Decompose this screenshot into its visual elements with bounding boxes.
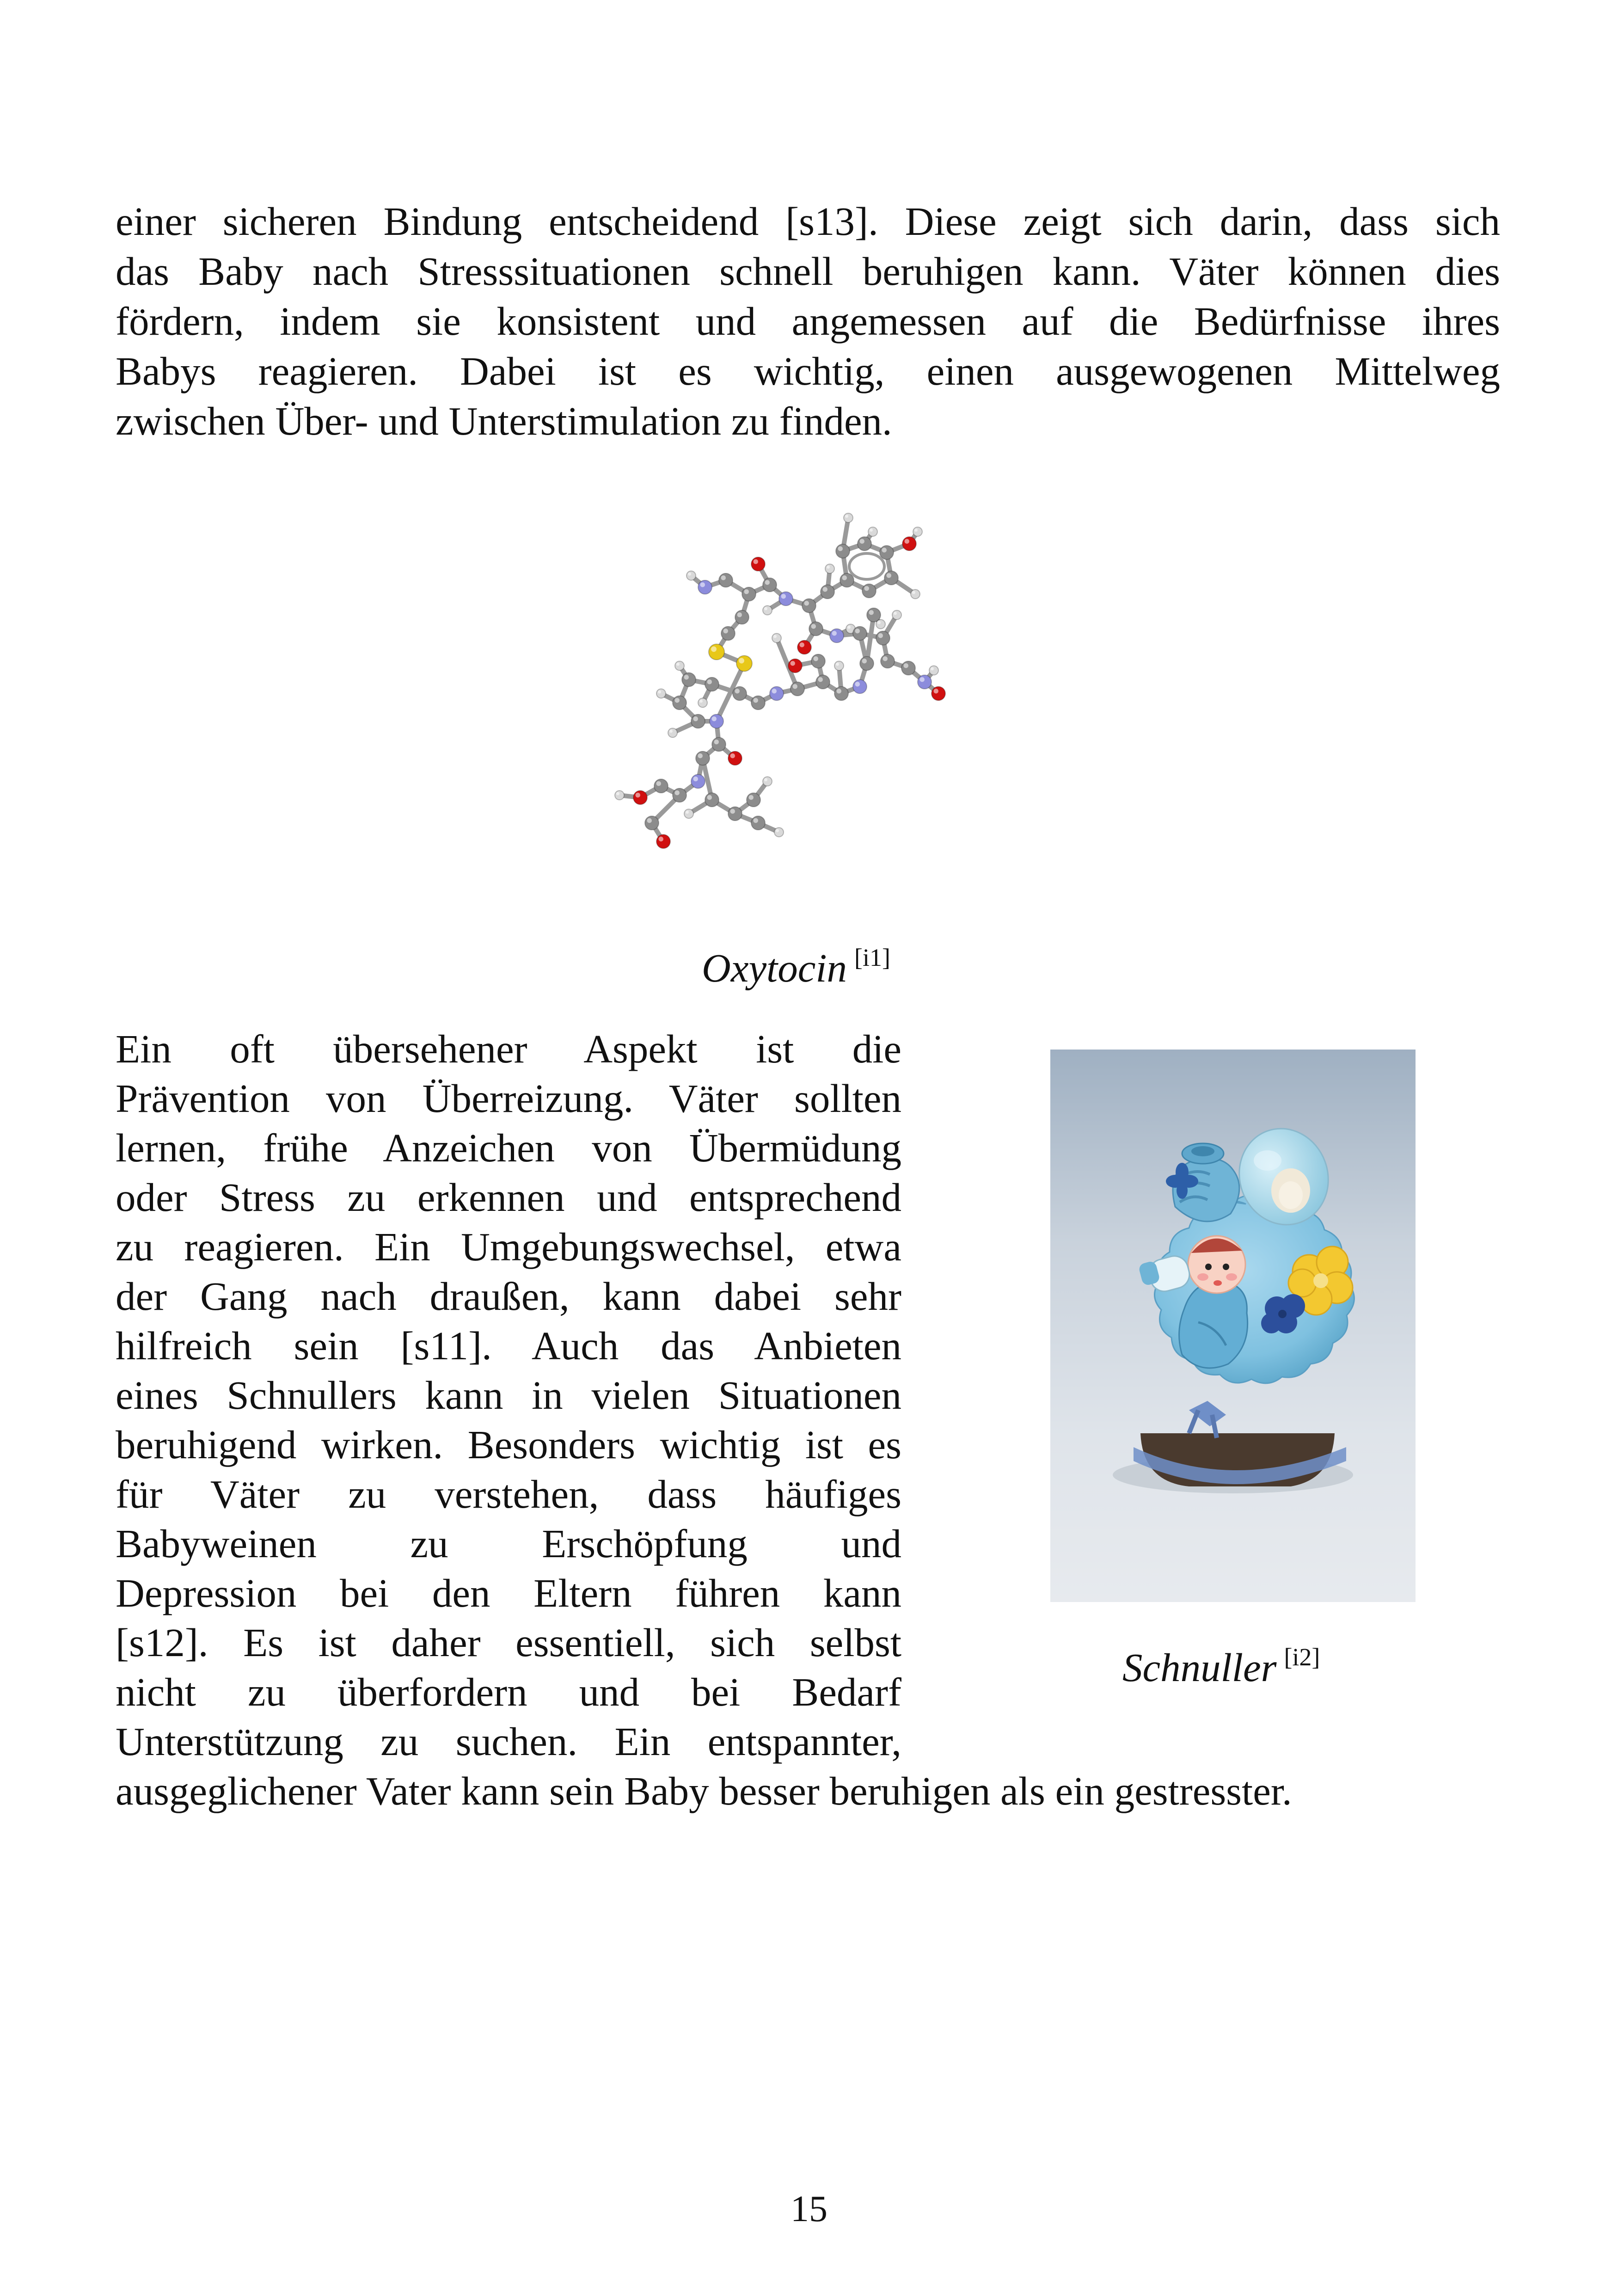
molecule-atom	[876, 620, 885, 629]
molecule-atom	[751, 696, 765, 710]
paragraph-left	[116, 1024, 901, 1766]
caption-text: Schnuller	[1122, 1645, 1277, 1690]
molecule-atom	[673, 788, 686, 802]
molecule-atom-highlight	[781, 594, 786, 599]
molecule-atom	[696, 751, 710, 765]
molecule-atom-highlight	[699, 700, 703, 703]
text-line: einer sicheren Bindung entscheidend [s13]. Diese zeigt sich darin, dass sich	[116, 199, 1500, 244]
molecule-atom-highlight	[744, 589, 749, 595]
molecule-atom	[728, 807, 742, 821]
molecule-atom-highlight	[737, 613, 742, 618]
text-line: Depression bei den Eltern führen kann	[116, 1571, 901, 1615]
molecule-atom	[862, 584, 876, 598]
molecule-atom	[751, 557, 765, 571]
molecule-atom	[684, 809, 693, 818]
molecule-atom	[691, 774, 705, 788]
molecule-atom	[788, 659, 802, 673]
molecule-atom	[901, 661, 915, 675]
molecule-atom	[763, 578, 777, 592]
molecule-atom-highlight	[739, 658, 744, 663]
molecule-atom	[698, 580, 712, 594]
molecule-atom	[918, 675, 932, 689]
text-line: das Baby nach Stresssituationen schnell beruhigen kann. Väter können dies	[116, 249, 1500, 294]
molecule-atom	[884, 571, 898, 585]
molecule-atom-highlight	[669, 730, 673, 733]
molecule-atom-highlight	[864, 586, 870, 591]
molecule-atom	[825, 564, 834, 573]
text-line: zu reagieren. Ein Umgebungswechsel, etwa	[116, 1224, 901, 1269]
molecule-atom-highlight	[658, 690, 661, 694]
molecule-atom-highlight	[735, 689, 740, 694]
molecule-atom	[860, 657, 874, 670]
molecule-atom-highlight	[776, 829, 779, 832]
molecule-atom	[853, 680, 867, 694]
molecule-atom	[853, 626, 867, 640]
molecule-atom	[868, 527, 877, 536]
molecule-atom	[802, 599, 816, 613]
molecule-atom-highlight	[845, 515, 848, 518]
molecule-atom-highlight	[675, 698, 680, 703]
molecule-atom	[705, 793, 719, 807]
molecule-atom-highlight	[855, 629, 860, 634]
molecule-atom	[774, 828, 784, 837]
molecule-atom	[770, 687, 784, 700]
molecule-atom-highlight	[723, 629, 729, 634]
molecule-atom-highlight	[647, 818, 652, 823]
molecule-atom-highlight	[764, 778, 767, 781]
molecule-atom-highlight	[878, 633, 883, 638]
molecule-atom-highlight	[920, 677, 925, 682]
text-line: zwischen Über- und Unterstimulation zu finden.	[116, 399, 892, 443]
text-line: für Väter zu verstehen, dass häufiges	[116, 1472, 901, 1516]
molecule-atom	[844, 513, 853, 522]
molecule-atom	[763, 606, 772, 615]
molecule-atom-highlight	[656, 781, 662, 786]
molecule-atom	[902, 537, 916, 551]
molecule-atom	[712, 737, 726, 751]
molecule-atom	[747, 793, 760, 807]
pacifier-cupcake-photo	[1050, 1050, 1416, 1602]
molecule-atom-highlight	[688, 572, 691, 576]
molecule-atom-highlight	[791, 661, 796, 666]
molecule-atom	[698, 698, 707, 707]
molecule-atom	[742, 587, 756, 601]
molecule-atom	[840, 573, 854, 587]
molecule-atom-highlight	[676, 663, 680, 666]
molecule-atom-highlight	[818, 677, 823, 682]
text-line: Prävention von Überreizung. Väter sollten	[116, 1076, 901, 1121]
molecule-atom-highlight	[754, 818, 759, 823]
molecule-atom	[709, 644, 724, 660]
molecule-atom	[881, 654, 895, 668]
molecule-atom-highlight	[870, 528, 873, 532]
molecule-atom-highlight	[934, 689, 939, 694]
molecule-atom-highlight	[700, 583, 705, 588]
molecule-atom-highlight	[931, 667, 934, 670]
molecule-atom	[656, 835, 670, 848]
molecule-atom	[686, 571, 696, 580]
molecule-atom-highlight	[730, 754, 735, 759]
molecule-atom-highlight	[793, 684, 798, 689]
molecule-atom	[763, 777, 772, 786]
molecule-atom-highlight	[842, 576, 847, 581]
molecule-atom-highlight	[693, 777, 699, 782]
molecule-atom-highlight	[827, 565, 830, 569]
figure-caption-oxytocin	[702, 943, 890, 991]
image-reference: [i1]	[854, 944, 890, 971]
molecule-atom	[654, 779, 668, 793]
molecule-atom-highlight	[860, 539, 865, 544]
molecule-atom-highlight	[686, 810, 689, 814]
molecule-atom-highlight	[765, 580, 770, 585]
molecule-atom	[733, 687, 747, 700]
text-line: Babyweinen zu Erschöpfung und	[116, 1521, 901, 1566]
molecule-atom	[932, 687, 945, 700]
molecule-atom	[656, 689, 666, 698]
molecule-atom	[830, 629, 844, 643]
molecule-atom	[691, 714, 705, 728]
text-line: Ein oft übersehener Aspekt ist die	[116, 1026, 901, 1071]
molecule-atom	[834, 687, 848, 700]
molecule-atom	[858, 537, 871, 551]
molecule-atom	[821, 585, 834, 599]
molecule-atom	[633, 791, 647, 804]
molecule-atom	[797, 640, 811, 654]
molecule-atom	[668, 728, 677, 737]
molecule-atom-highlight	[764, 607, 767, 610]
molecule-atom	[809, 622, 823, 636]
molecule-atom	[705, 677, 719, 691]
molecule-atom-highlight	[914, 528, 918, 532]
molecule-atom-highlight	[773, 635, 777, 638]
molecule-atom-highlight	[714, 740, 719, 745]
molecule-atom-highlight	[862, 659, 867, 664]
molecule-atom-highlight	[894, 612, 897, 615]
text-line: [s12]. Es ist daher essentiell, sich selbst	[116, 1620, 901, 1665]
paragraph-top	[116, 196, 1500, 446]
molecule-aromatic-ring	[849, 553, 884, 579]
molecule-atom	[911, 589, 920, 599]
text-line: beruhigend wirken. Besonders wichtig ist es	[116, 1422, 901, 1467]
text-line: hilfreich sein [s11]. Auch das Anbieten	[116, 1323, 901, 1368]
text-line: der Gang nach draußen, kann dabei sehr	[116, 1274, 901, 1319]
molecule-atom-highlight	[904, 663, 909, 669]
molecule-atom	[645, 816, 659, 830]
molecule-atom-highlight	[712, 717, 717, 722]
paragraph-final-line: ausgeglichener Vater kann sein Baby besser beruhigen als ein gestresster.	[116, 1768, 1292, 1813]
molecule-atom-highlight	[883, 657, 888, 662]
molecule-atom-highlight	[855, 682, 860, 687]
text-line: Unterstützung zu suchen. Ein entspannter,	[116, 1719, 901, 1764]
page-number: 15	[791, 2189, 827, 2229]
molecule-atom	[735, 610, 749, 624]
molecule-atom	[682, 673, 696, 687]
molecule-atom-highlight	[636, 793, 641, 798]
molecule-atom-highlight	[836, 663, 839, 666]
molecule-atom-highlight	[684, 675, 689, 680]
molecule-atom-highlight	[882, 548, 887, 553]
molecule-atom-highlight	[749, 795, 754, 800]
molecule-atom	[710, 714, 723, 728]
oxytocin-molecule-image	[564, 499, 1077, 888]
caption-text: Oxytocin	[702, 945, 847, 990]
molecule-atom	[892, 610, 901, 620]
molecule-atom-highlight	[754, 559, 759, 565]
molecule-atom-highlight	[721, 576, 726, 581]
molecule-atom-highlight	[659, 837, 664, 842]
molecule-atom	[721, 626, 735, 640]
molecule-atom-highlight	[877, 621, 881, 624]
molecule-atom-highlight	[698, 754, 703, 759]
molecule-atom	[728, 751, 742, 765]
molecule-atom	[836, 544, 850, 558]
molecule-atom-highlight	[811, 624, 816, 629]
molecule-atom	[772, 633, 781, 643]
molecule-atom-highlight	[837, 689, 842, 694]
molecule-atom	[779, 592, 793, 606]
text-line: fördern, indem sie konsistent und angemessen auf die Bedürfnisse ihres	[116, 299, 1500, 344]
molecule-atom-highlight	[804, 601, 809, 606]
molecule-atom-highlight	[754, 698, 759, 703]
molecule-atom-highlight	[832, 631, 837, 636]
molecule-atom	[719, 573, 733, 587]
molecule-atom-highlight	[711, 646, 717, 652]
molecule-atom	[834, 661, 844, 670]
molecule-atom	[673, 696, 686, 710]
molecule-atom	[736, 656, 752, 671]
molecule-atom	[811, 654, 825, 668]
molecule-atom-highlight	[707, 680, 712, 685]
image-reference: [i2]	[1284, 1643, 1320, 1671]
molecule-atom-highlight	[800, 643, 805, 648]
molecule-atom-highlight	[823, 587, 828, 592]
molecule-atom	[876, 631, 890, 645]
molecule-atom	[751, 816, 765, 830]
molecule-atom-highlight	[847, 626, 851, 629]
molecule-atom	[816, 675, 830, 689]
molecule-atom	[929, 666, 938, 675]
figure-caption-schnuller	[1122, 1643, 1320, 1691]
text-line: nicht zu überfordern und bei Bedarf	[116, 1670, 901, 1714]
molecule-atom-highlight	[707, 795, 712, 800]
molecule-atom	[913, 527, 922, 536]
molecule-atom-highlight	[693, 717, 699, 722]
molecule-atom-highlight	[912, 591, 915, 594]
molecule-atom-highlight	[838, 546, 843, 552]
molecule-atom-highlight	[814, 657, 819, 662]
text-line: oder Stress zu erkennen und entsprechend	[116, 1175, 901, 1220]
molecule-atom-highlight	[730, 809, 735, 814]
text-line: lernen, frühe Anzeichen von Übermüdung	[116, 1125, 901, 1170]
molecule-atom	[675, 661, 684, 670]
text-line: Babys reagieren. Dabei ist es wichtig, einen ausgewogenen Mittelweg	[116, 349, 1500, 393]
molecule-atom	[615, 791, 624, 800]
molecule-atom-highlight	[772, 689, 777, 694]
molecule-atom	[791, 682, 804, 696]
molecule-atom-highlight	[905, 539, 910, 544]
text-line: eines Schnullers kann in vielen Situationen	[116, 1373, 901, 1418]
molecule-atom-highlight	[675, 791, 680, 796]
molecule-atom-highlight	[616, 792, 619, 795]
molecule-atom	[880, 546, 894, 559]
molecule-atom-highlight	[887, 573, 892, 578]
molecule-atom-highlight	[869, 610, 874, 615]
